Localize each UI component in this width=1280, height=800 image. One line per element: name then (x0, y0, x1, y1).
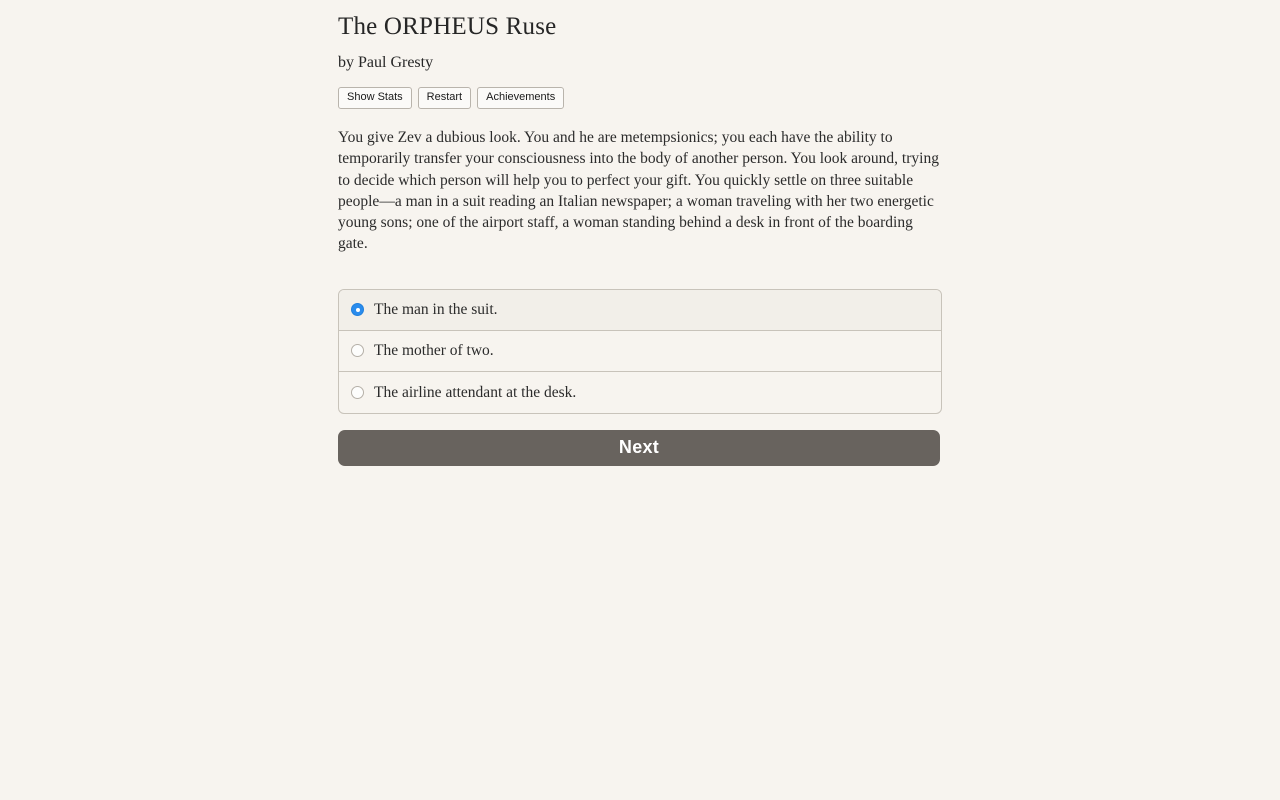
choice-label: The man in the suit. (374, 301, 498, 319)
story-text: You give Zev a dubious look. You and he are metempsionics; you each have the ability to temporarily transfer your consciousness into the body of another person. You look around, trying to decide which person will help you to perfect your gift. You quickly settle on three suitable people—a man in a suit reading an Italian newspaper; a woman traveling with her two energetic young sons; one of the airport staff, a woman standing behind a desk in front of the boarding gate. (338, 129, 939, 253)
game-toolbar (338, 72, 942, 109)
achievements-button[interactable]: Achievements (477, 87, 564, 109)
next-button[interactable]: Next (338, 430, 940, 466)
page-title: The ORPHEUS Ruse (338, 13, 557, 40)
choice-option-1[interactable] (339, 290, 941, 331)
game-container (338, 0, 942, 466)
choice-label: The mother of two. (374, 342, 494, 360)
choice-option-3[interactable] (339, 372, 941, 413)
author-byline: by Paul Gresty (338, 54, 434, 71)
radio-unselected-icon[interactable] (351, 386, 364, 399)
show-stats-button[interactable]: Show Stats (338, 87, 412, 109)
radio-unselected-icon[interactable] (351, 344, 364, 357)
choice-option-2[interactable] (339, 331, 941, 372)
choice-list (338, 289, 942, 414)
radio-selected-icon[interactable] (351, 303, 364, 316)
restart-button[interactable]: Restart (418, 87, 471, 109)
choice-label: The airline attendant at the desk. (374, 383, 577, 401)
